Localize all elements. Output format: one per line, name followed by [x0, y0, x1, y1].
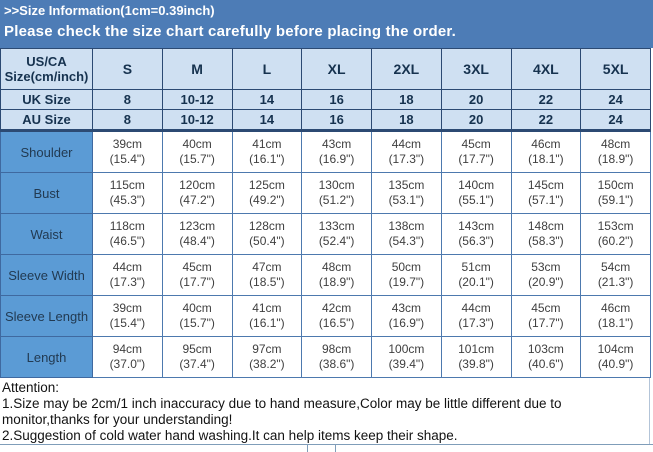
size-cell [441, 255, 511, 296]
cm-value: 45cm [531, 301, 561, 315]
corner-header [1, 49, 93, 90]
measurement-row-waist [1, 214, 651, 255]
inch-value: (15.4") [109, 152, 146, 166]
cm-value: 104cm [597, 342, 634, 356]
size-cell [511, 131, 581, 173]
size-cell [302, 337, 372, 378]
cm-value: 138cm [388, 219, 425, 233]
col-header-5xl: 5XL [581, 49, 651, 90]
size-cell [232, 214, 302, 255]
inch-value: (16.1") [249, 152, 285, 166]
size-cell [581, 214, 651, 255]
cm-value: 48cm [321, 260, 352, 274]
row-label-shoulder: Shoulder [1, 131, 93, 173]
uk-value: 10-12 [162, 90, 232, 110]
col-header-4xl: 4XL [511, 49, 581, 90]
size-cell [162, 255, 232, 296]
cm-value: 40cm [182, 137, 212, 151]
size-table [0, 48, 651, 378]
cm-value: 95cm [182, 342, 212, 356]
cm-value: 97cm [252, 342, 282, 356]
row-label-sleeve-width: Sleeve Width [1, 255, 93, 296]
inch-value: (46.5") [109, 234, 146, 248]
size-cell [162, 131, 232, 173]
size-cell [93, 255, 163, 296]
bottom-gridline [0, 444, 653, 452]
size-cell [581, 255, 651, 296]
inch-value: (15.7") [179, 152, 215, 166]
inch-value: (16.1") [249, 316, 285, 330]
inch-value: (15.4") [109, 316, 146, 330]
attention-title: Attention: [2, 380, 60, 395]
cm-value: 135cm [388, 178, 425, 192]
size-cell [372, 173, 442, 214]
cm-value: 48cm [600, 137, 631, 151]
cm-value: 39cm [112, 137, 143, 151]
cm-value: 43cm [321, 137, 352, 151]
size-cell [441, 131, 511, 173]
cm-value: 47cm [252, 260, 282, 274]
size-cell [372, 214, 442, 255]
cm-value: 153cm [597, 219, 634, 233]
measurement-row-sleeve-length [1, 296, 651, 337]
inch-value: (51.2") [318, 193, 355, 207]
size-cell [372, 337, 442, 378]
inch-value: (18.1") [597, 316, 634, 330]
au-value: 20 [441, 110, 511, 131]
col-header-l: L [232, 49, 302, 90]
cm-value: 101cm [458, 342, 495, 356]
inch-value: (48.4") [179, 234, 215, 248]
inch-value: (17.3") [388, 152, 425, 166]
au-value: 18 [372, 110, 442, 131]
measurement-row-length [1, 337, 651, 378]
cm-value: 44cm [461, 301, 491, 315]
au-value: 16 [302, 110, 372, 131]
cm-value: 41cm [252, 301, 282, 315]
inch-value: (15.7") [179, 316, 215, 330]
inch-value: (17.3") [458, 316, 494, 330]
inch-value: (18.1") [528, 152, 564, 166]
col-header-xl: XL [302, 49, 372, 90]
col-header-s: S [93, 49, 163, 90]
cm-value: 45cm [461, 137, 491, 151]
inch-value: (21.3") [597, 275, 634, 289]
size-cell [93, 131, 163, 173]
uk-value: 24 [581, 90, 651, 110]
size-cell [441, 337, 511, 378]
inch-value: (49.2") [249, 193, 285, 207]
gridline-tick [335, 445, 336, 452]
inch-value: (18.9") [318, 275, 355, 289]
size-cell [441, 173, 511, 214]
inch-value: (45.3") [109, 193, 146, 207]
size-cell [162, 296, 232, 337]
inch-value: (20.1") [458, 275, 494, 289]
col-header-3xl: 3XL [441, 49, 511, 90]
size-cell [93, 337, 163, 378]
inch-value: (56.3") [458, 234, 494, 248]
banner-title: >>Size Information(1cm=0.39inch) [4, 3, 215, 18]
size-cell [302, 131, 372, 173]
col-header-m: M [162, 49, 232, 90]
col-header-2xl: 2XL [372, 49, 442, 90]
size-cell [232, 173, 302, 214]
inch-value: (58.3") [528, 234, 564, 248]
cm-value: 39cm [112, 301, 143, 315]
inch-value: (59.1") [597, 193, 634, 207]
size-cell [511, 337, 581, 378]
inch-value: (55.1") [458, 193, 494, 207]
row-label-sleeve-length: Sleeve Length [1, 296, 93, 337]
inch-value: (17.7") [179, 275, 215, 289]
cm-value: 128cm [248, 219, 285, 233]
cm-value: 43cm [391, 301, 422, 315]
cm-value: 133cm [318, 219, 355, 233]
size-cell [302, 255, 372, 296]
size-cell [162, 337, 232, 378]
size-cell [93, 214, 163, 255]
au-size-row [1, 110, 651, 131]
inch-value: (40.9") [597, 357, 634, 371]
size-cell [511, 214, 581, 255]
au-value: 22 [511, 110, 581, 131]
cm-value: 120cm [179, 178, 216, 192]
cm-value: 51cm [461, 260, 491, 274]
size-cell [581, 337, 651, 378]
cm-value: 143cm [458, 219, 495, 233]
attention-section [0, 378, 650, 444]
size-cell [162, 214, 232, 255]
cm-value: 140cm [458, 178, 495, 192]
inch-value: (39.4") [388, 357, 425, 371]
size-cell [372, 296, 442, 337]
cm-value: 118cm [109, 219, 145, 233]
size-cell [581, 131, 651, 173]
cm-value: 98cm [321, 342, 352, 356]
cm-value: 54cm [600, 260, 631, 274]
inch-value: (53.1") [388, 193, 425, 207]
inch-value: (39.8") [458, 357, 494, 371]
inch-value: (17.7") [458, 152, 494, 166]
corner-line1: US/CA [26, 54, 67, 69]
cm-value: 45cm [182, 260, 212, 274]
uk-value: 14 [232, 90, 302, 110]
attention-note-1: 1.Size may be 2cm/1 inch inaccuracy due to hand measure,Color may be little different due to monitor,thanks for your understanding! [2, 396, 562, 427]
inch-value: (50.4") [249, 234, 285, 248]
size-cell [511, 296, 581, 337]
inch-value: (37.0") [109, 357, 146, 371]
size-cell [581, 296, 651, 337]
size-cell [232, 337, 302, 378]
uk-value: 16 [302, 90, 372, 110]
size-cell [511, 255, 581, 296]
inch-value: (40.6") [528, 357, 564, 371]
inch-value: (18.5") [249, 275, 285, 289]
uk-value: 8 [93, 90, 163, 110]
uk-value: 18 [372, 90, 442, 110]
table-header-row [1, 49, 651, 90]
cm-value: 150cm [597, 178, 634, 192]
inch-value: (38.6") [318, 357, 355, 371]
row-label-length: Length [1, 337, 93, 378]
size-cell [511, 173, 581, 214]
cm-value: 103cm [527, 342, 564, 356]
size-cell [232, 131, 302, 173]
size-cell [441, 296, 511, 337]
uk-value: 20 [441, 90, 511, 110]
cm-value: 46cm [531, 137, 561, 151]
inch-value: (57.1") [528, 193, 564, 207]
row-label-waist: Waist [1, 214, 93, 255]
inch-value: (20.9") [528, 275, 564, 289]
cm-value: 42cm [321, 301, 352, 315]
au-value: 24 [581, 110, 651, 131]
cm-value: 115cm [109, 178, 145, 192]
uk-size-row [1, 90, 651, 110]
measurement-row-bust [1, 173, 651, 214]
row-label-au: AU Size [1, 110, 93, 131]
size-cell [372, 131, 442, 173]
inch-value: (18.9") [597, 152, 634, 166]
cm-value: 41cm [252, 137, 282, 151]
size-cell [93, 173, 163, 214]
au-value: 14 [232, 110, 302, 131]
uk-value: 22 [511, 90, 581, 110]
cm-value: 130cm [318, 178, 355, 192]
au-value: 10-12 [162, 110, 232, 131]
inch-value: (52.4") [318, 234, 355, 248]
size-cell [232, 296, 302, 337]
size-cell [162, 173, 232, 214]
row-label-uk: UK Size [1, 90, 93, 110]
inch-value: (60.2") [597, 234, 634, 248]
inch-value: (38.2") [249, 357, 285, 371]
size-cell [372, 255, 442, 296]
inch-value: (17.7") [528, 316, 564, 330]
cm-value: 123cm [179, 219, 216, 233]
size-cell [232, 255, 302, 296]
row-label-bust: Bust [1, 173, 93, 214]
cm-value: 44cm [391, 137, 422, 151]
inch-value: (16.9") [388, 316, 425, 330]
cm-value: 44cm [112, 260, 143, 274]
gridline-tick [307, 445, 308, 452]
inch-value: (47.2") [179, 193, 215, 207]
size-cell [93, 296, 163, 337]
cm-value: 46cm [600, 301, 631, 315]
measurement-row-shoulder [1, 131, 651, 173]
size-cell [302, 214, 372, 255]
inch-value: (54.3") [388, 234, 425, 248]
corner-line2: Size(cm/inch) [4, 69, 89, 84]
measurement-row-sleeve-width [1, 255, 651, 296]
cm-value: 125cm [248, 178, 285, 192]
inch-value: (16.9") [318, 152, 355, 166]
inch-value: (19.7") [388, 275, 425, 289]
size-cell [581, 173, 651, 214]
size-cell [302, 173, 372, 214]
cm-value: 50cm [391, 260, 422, 274]
inch-value: (16.5") [318, 316, 355, 330]
cm-value: 40cm [182, 301, 212, 315]
au-value: 8 [93, 110, 163, 131]
size-cell [441, 214, 511, 255]
attention-note-2: 2.Suggestion of cold water hand washing.It can help items keep their shape. [2, 428, 458, 443]
cm-value: 145cm [527, 178, 564, 192]
cm-value: 148cm [527, 219, 564, 233]
banner-subtitle: Please check the size chart carefully before placing the order. [4, 23, 456, 40]
cm-value: 53cm [531, 260, 561, 274]
inch-value: (37.4") [179, 357, 215, 371]
cm-value: 100cm [388, 342, 425, 356]
inch-value: (17.3") [109, 275, 146, 289]
header-banner [0, 0, 653, 48]
cm-value: 94cm [112, 342, 143, 356]
size-cell [302, 296, 372, 337]
